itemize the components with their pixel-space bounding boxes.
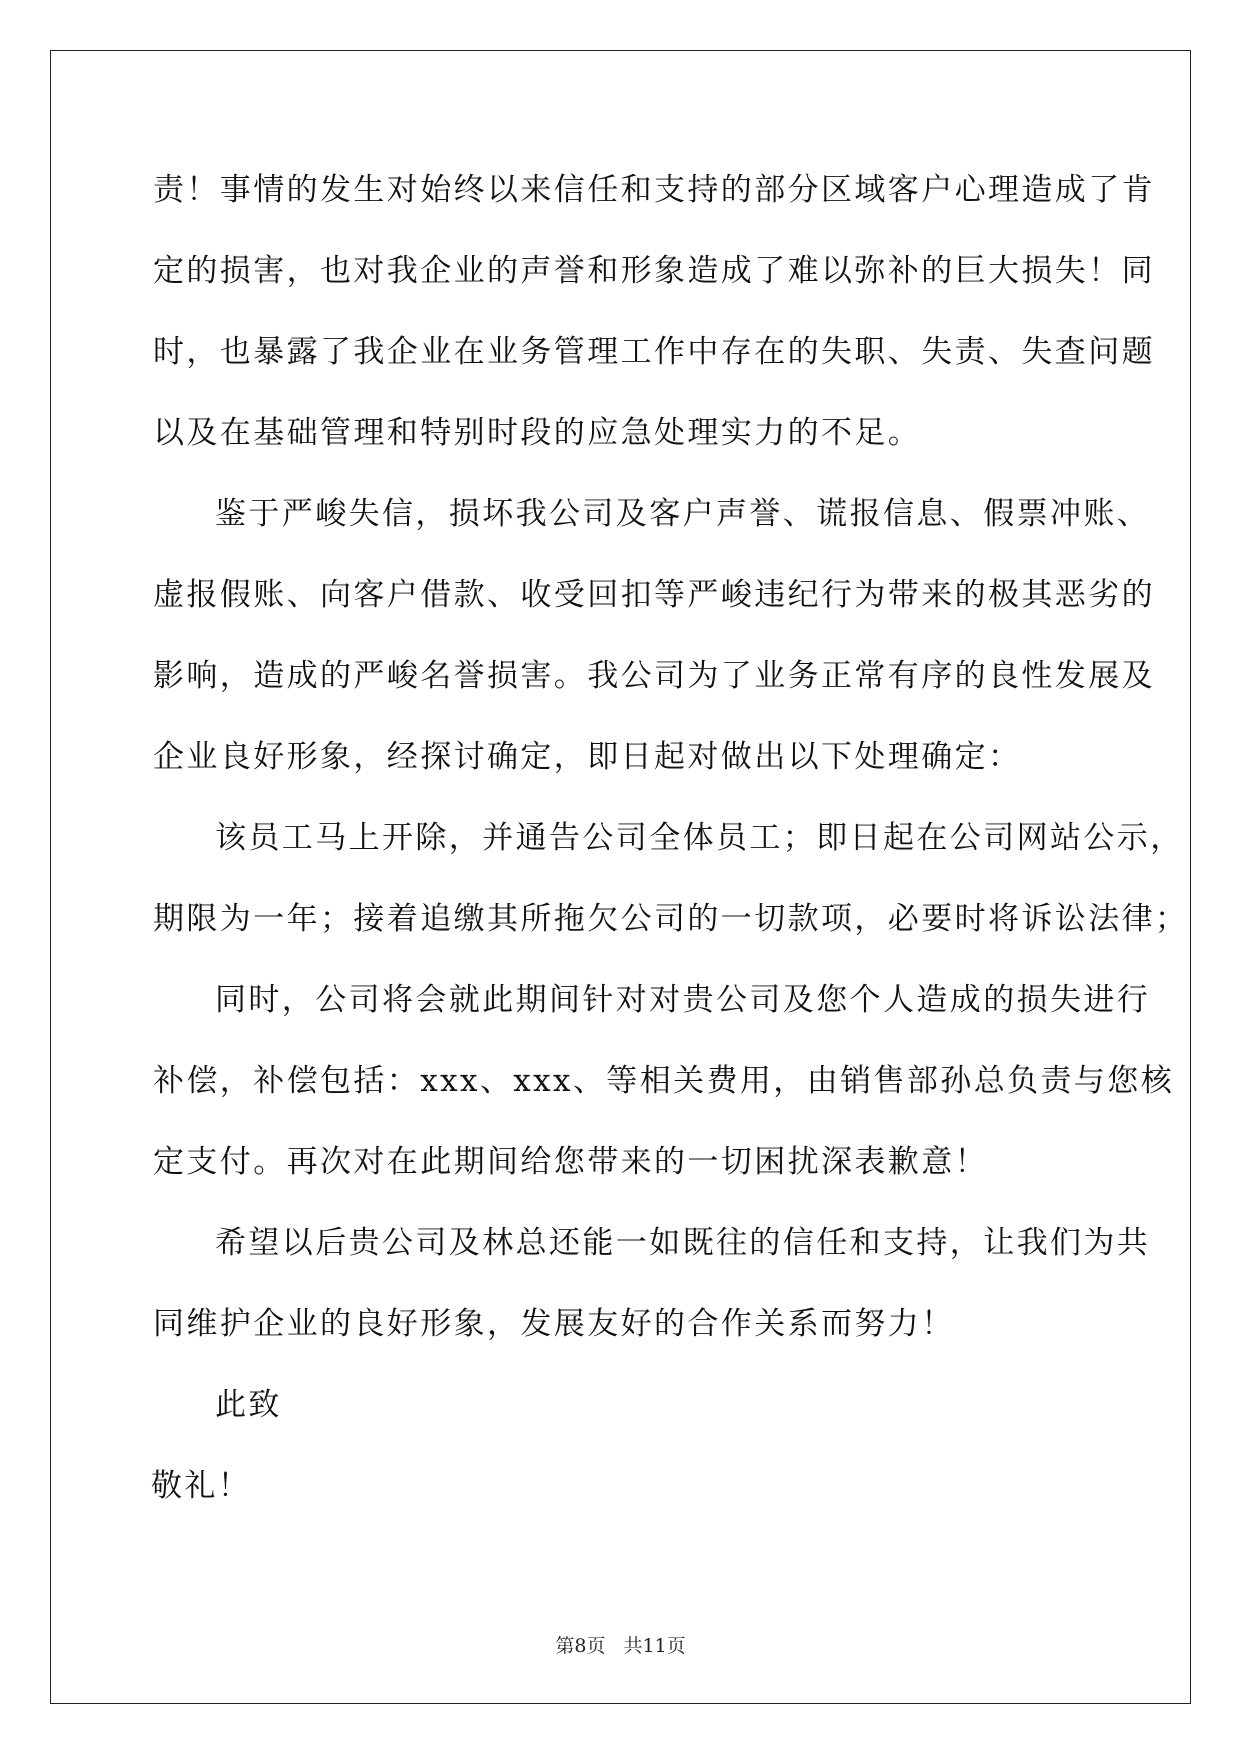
paragraph-3-line-2: 期限为一年；接着追缴其所拖欠公司的一切款项，必要时将诉讼法律；	[153, 901, 1189, 937]
page-footer	[0, 1634, 1241, 1658]
document-body	[151, 160, 1189, 1537]
paragraph-3-line-1: 该员工马上开除，并通告公司全体员工；即日起在公司网站公示，	[215, 820, 1184, 856]
total-pages: 共11页	[623, 1635, 686, 1657]
paragraph-4-line-1: 同时，公司将会就此期间针对对贵公司及您个人造成的损失进行	[215, 982, 1151, 1018]
paragraph-1-line-4: 以及在基础管理和特别时段的应急处理实力的不足。	[153, 415, 922, 451]
paragraph-2-line-2: 虚报假账、向客户借款、收受回扣等严峻违纪行为带来的极其恶劣的	[153, 577, 1155, 613]
paragraph-5-line-2: 同维护企业的良好形象，发展友好的合作关系而努力！	[153, 1306, 955, 1342]
paragraph-4-line-2: 补偿，补偿包括：xxx、xxx、等相关费用，由销售部孙总负责与您核	[153, 1063, 1175, 1099]
paragraph-2-line-3: 影响，造成的严峻名誉损害。我公司为了业务正常有序的良性发展及	[153, 658, 1155, 694]
paragraph-1-line-3: 时，也暴露了我企业在业务管理工作中存在的失职、失责、失查问题	[153, 334, 1155, 370]
paragraph-1-line-1: 责！事情的发生对始终以来信任和支持的部分区域客户心理造成了肯	[153, 172, 1155, 208]
paragraph-1-line-2: 定的损害，也对我企业的声誉和形象造成了难以弥补的巨大损失！同	[153, 253, 1155, 289]
paragraph-2-line-1: 鉴于严峻失信，损坏我公司及客户声誉、谎报信息、假票冲账、	[215, 496, 1151, 532]
closing-regards: 敬礼！	[151, 1468, 252, 1504]
closing-salutation: 此致	[215, 1387, 282, 1423]
paragraph-2-line-4: 企业良好形象，经探讨确定，即日起对做出以下处理确定：	[153, 739, 1022, 775]
page-number: 第8页	[555, 1635, 606, 1657]
paragraph-5-line-1: 希望以后贵公司及林总还能一如既往的信任和支持，让我们为共	[215, 1225, 1151, 1261]
paragraph-4-line-3: 定支付。再次对在此期间给您带来的一切困扰深表歉意！	[153, 1144, 988, 1180]
